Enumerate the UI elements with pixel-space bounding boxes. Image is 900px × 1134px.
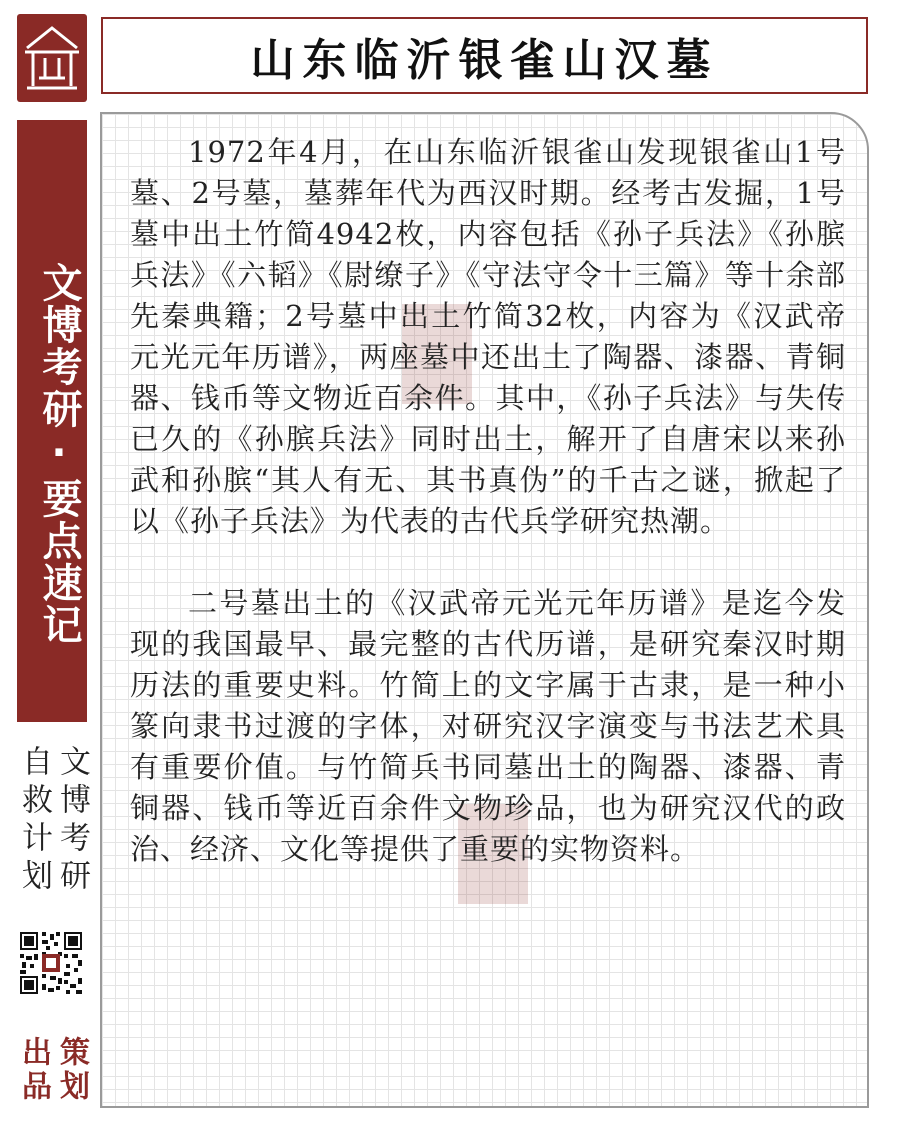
- promo-column-left: 自救计划: [16, 745, 52, 897]
- logo-seal: [17, 14, 87, 102]
- side-credit: [16, 1036, 88, 1116]
- side-banner: [17, 120, 87, 722]
- title-box: [101, 17, 868, 94]
- qr-code[interactable]: [18, 930, 84, 996]
- credit-column-right: 策划: [54, 1036, 89, 1104]
- article-paragraph: 二号墓出土的《汉武帝元光元年历谱》是迄今发现的我国最早、最完整的古代历谱，是研究秦汉时期历法的重要史料。竹简上的文字属于古隶，是一种小篆向隶书过渡的字体，对研究汉字演变与书法艺术具有重要价值。与竹简兵书同墓出土的陶器、漆器、青铜器、钱币等近百余件文物珍品，也为研究汉代的政治、经济、文化等提供了重要的实物资料。: [130, 586, 846, 866]
- side-promo: [16, 745, 90, 915]
- page-title: 山东临沂银雀山汉墓: [250, 34, 719, 86]
- museum-logo-icon: [17, 14, 87, 102]
- qr-code-icon: [18, 930, 84, 996]
- article-card: [100, 112, 869, 1108]
- article-paragraph: 1972年4月，在山东临沂银雀山发现银雀山1号墓、2号墓，墓葬年代为西汉时期。经考古发掘，1号墓中出土竹简4942枚，内容包括《孙子兵法》《孙膑兵法》《六韬》《尉缭子》《守法守令十三篇》等十余部先秦典籍；2号墓中出土竹简32枚，内容为《汉武帝元光元年历谱》，两座墓中还出土了陶器、漆器、青铜器、钱币等文物近百余件。其中，《孙子兵法》与失传已久的《孙膑兵法》同时出土，解开了自唐宋以来孙武和孙膑“其人有无、其书真伪”的千古之谜，掀起了以《孙子兵法》为代表的古代兵学研究热潮。: [130, 135, 846, 538]
- credit-column-left: 出品: [16, 1036, 51, 1104]
- article-body: [130, 132, 846, 870]
- promo-column-right: 文博考研: [54, 745, 90, 897]
- banner-text: 文博考研·要点速记: [36, 262, 82, 646]
